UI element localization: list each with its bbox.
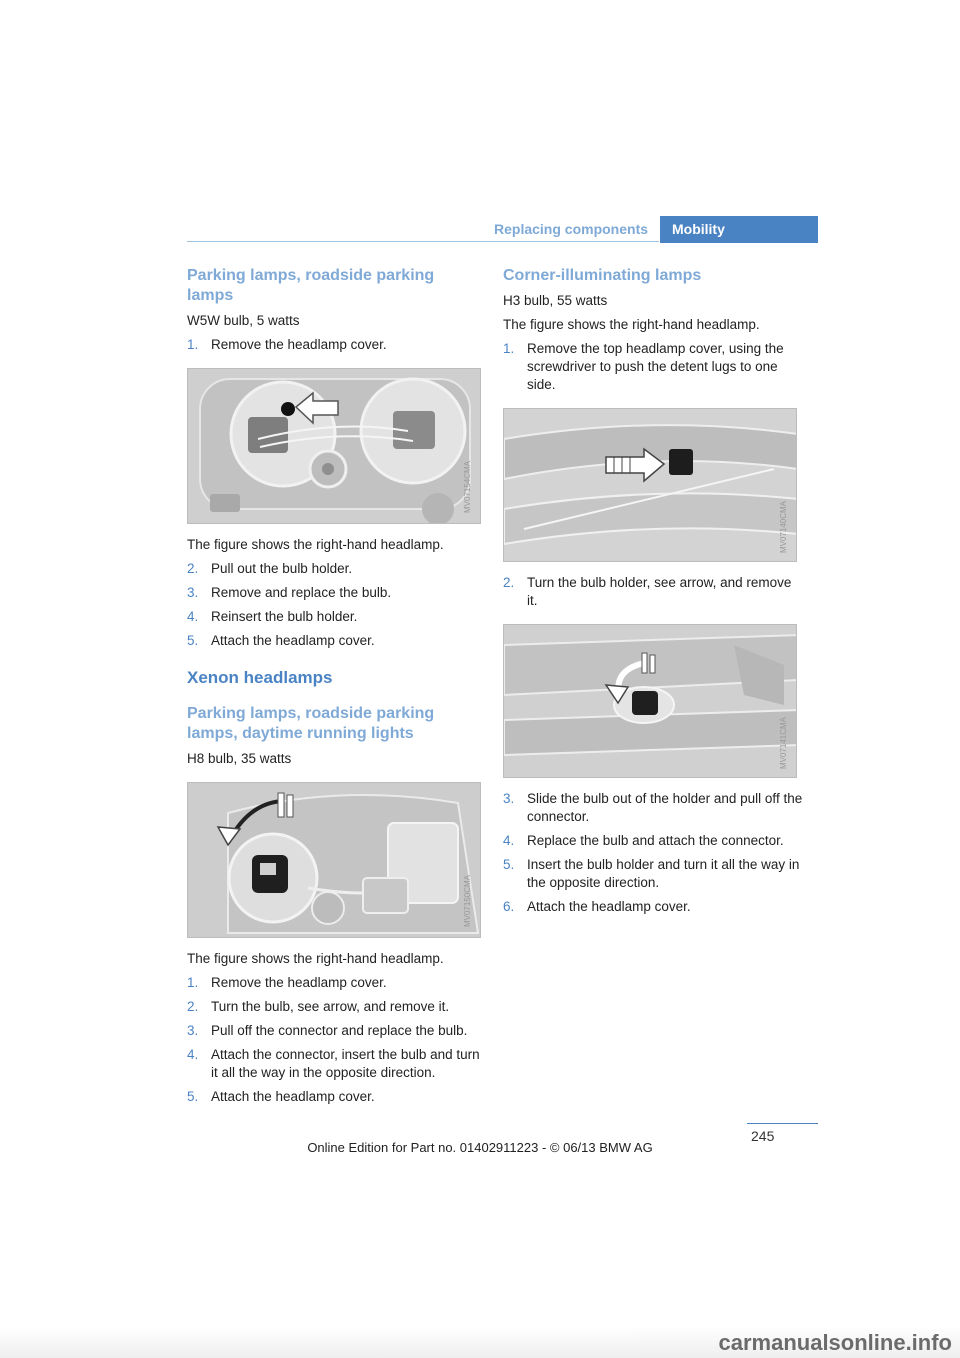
corner-bulb-spec: H3 bulb, 55 watts xyxy=(503,293,608,308)
figure-bulb-holder xyxy=(503,624,797,778)
corner-steps-a xyxy=(503,340,803,394)
figure-code: MV07141CMA xyxy=(779,717,788,770)
figure-headlamp-bulbs xyxy=(187,368,481,524)
figure-code: MV07154CMA xyxy=(463,461,472,514)
xenon-bulb-spec: H8 bulb, 35 watts xyxy=(187,751,292,766)
step-item xyxy=(187,1088,484,1106)
step-text: Remove and replace the bulb. xyxy=(211,585,392,600)
step-number: 3. xyxy=(187,585,199,600)
step-item xyxy=(503,574,803,610)
parking-steps-b xyxy=(187,560,484,650)
step-text: Pull out the bulb holder. xyxy=(211,561,353,576)
step-item xyxy=(187,998,484,1016)
figure-caption: The figure shows the right-hand headlamp. xyxy=(187,537,444,552)
watermark: carmanualsonline.info xyxy=(0,1327,960,1358)
figure-top-cover xyxy=(503,408,797,562)
parking-lamps-heading: Parking lamps, roadside parking lamps xyxy=(187,267,435,304)
header-rule xyxy=(187,241,659,242)
step-number: 3. xyxy=(187,1023,199,1038)
step-text: Reinsert the bulb holder. xyxy=(211,609,358,624)
headlamp-bulbs-illustration xyxy=(188,369,481,524)
step-text: Attach the connector, insert the bulb and turn it all the way in the opposite direction. xyxy=(211,1047,480,1080)
step-item xyxy=(187,336,484,354)
step-item xyxy=(187,584,484,602)
corner-steps-b xyxy=(503,574,803,610)
page-number-rule xyxy=(747,1123,818,1124)
figure-caption: The figure shows the right-hand headlamp. xyxy=(187,951,444,966)
corner-lamps-heading: Corner-illuminating lamps xyxy=(503,267,702,284)
step-item xyxy=(503,856,803,892)
figure-code: MV07150CMA xyxy=(463,875,472,928)
step-item xyxy=(187,974,484,992)
step-item xyxy=(503,790,803,826)
step-number: 6. xyxy=(503,899,515,914)
xenon-headlamps-heading: Xenon headlamps xyxy=(187,668,333,687)
step-item xyxy=(503,340,803,394)
step-item xyxy=(187,632,484,650)
step-item xyxy=(187,608,484,626)
parking-bulb-spec: W5W bulb, 5 watts xyxy=(187,313,300,328)
step-number: 2. xyxy=(187,561,199,576)
right-column xyxy=(503,266,803,922)
step-text: Slide the bulb out of the holder and pull off the connector. xyxy=(527,791,803,824)
step-number: 4. xyxy=(503,833,515,848)
step-text: Turn the bulb holder, see arrow, and remove it. xyxy=(527,575,792,608)
figure-xenon-bulb xyxy=(187,782,481,938)
left-column xyxy=(187,266,484,1112)
footer-edition-note: Online Edition for Part no. 01402911223 - © 06/13 BMW AG xyxy=(307,1140,653,1155)
step-number: 1. xyxy=(187,975,199,990)
step-text: Turn the bulb, see arrow, and remove it. xyxy=(211,999,450,1014)
step-item xyxy=(503,832,803,850)
step-number: 2. xyxy=(503,575,515,590)
header-chapter-tab: Mobility xyxy=(660,216,818,243)
step-number: 1. xyxy=(187,337,199,352)
step-item xyxy=(187,1022,484,1040)
xenon-parking-heading: Parking lamps, roadside parking lamps, daytime running lights xyxy=(187,705,435,742)
step-text: Replace the bulb and attach the connector. xyxy=(527,833,784,848)
step-number: 4. xyxy=(187,1047,199,1062)
parking-steps-a xyxy=(187,336,484,354)
page-number: 245 xyxy=(751,1128,775,1144)
step-number: 2. xyxy=(187,999,199,1014)
step-text: Attach the headlamp cover. xyxy=(211,1089,375,1104)
step-text: Attach the headlamp cover. xyxy=(527,899,691,914)
figure-code: MV07140CMA xyxy=(779,501,788,554)
step-number: 4. xyxy=(187,609,199,624)
step-item xyxy=(187,560,484,578)
step-number: 1. xyxy=(503,341,515,356)
step-text: Pull off the connector and replace the bulb. xyxy=(211,1023,468,1038)
step-item xyxy=(503,898,803,916)
step-text: Remove the top headlamp cover, using the screwdriver to push the detent lugs to one side. xyxy=(527,341,784,392)
step-number: 3. xyxy=(503,791,515,806)
step-text: Remove the headlamp cover. xyxy=(211,337,387,352)
corner-intro: The figure shows the right-hand headlamp. xyxy=(503,317,760,332)
xenon-bulb-illustration xyxy=(188,783,481,938)
step-number: 5. xyxy=(503,857,515,872)
xenon-steps xyxy=(187,974,484,1106)
bulb-holder-illustration xyxy=(504,625,797,778)
top-cover-illustration xyxy=(504,409,797,562)
step-text: Attach the headlamp cover. xyxy=(211,633,375,648)
step-number: 5. xyxy=(187,1089,199,1104)
step-text: Insert the bulb holder and turn it all the way in the opposite direction. xyxy=(527,857,800,890)
corner-steps-c xyxy=(503,790,803,916)
header-section-title: Replacing components xyxy=(494,221,649,237)
step-text: Remove the headlamp cover. xyxy=(211,975,387,990)
step-item xyxy=(187,1046,484,1082)
step-number: 5. xyxy=(187,633,199,648)
